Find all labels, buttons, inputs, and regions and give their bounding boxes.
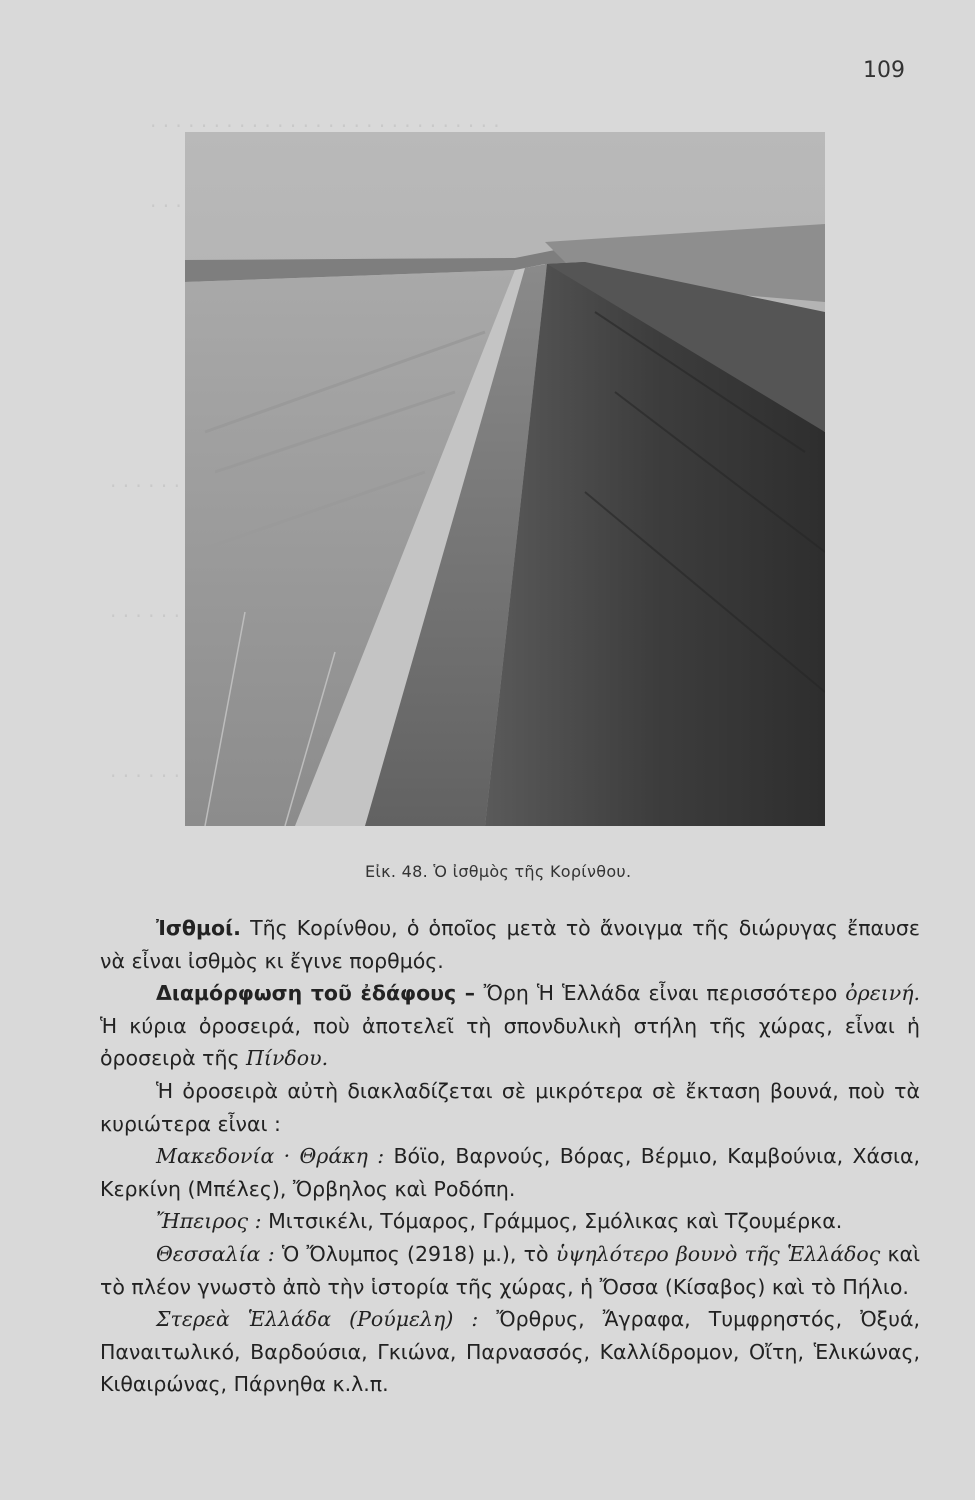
- region-sterea: Στερεὰ Ἑλλάδα (Ρούμελη) :: [156, 1307, 479, 1332]
- text-thessalia-2: καὶ τὸ πλέον γνωστὸ ἀπὸ τὴν ἱστορία τῆς χώρας, ἡ Ὄσσα (Κίσαβος) καὶ τὸ Πήλιο.: [100, 1241, 921, 1299]
- italic-pindou: Πίνδου.: [246, 1046, 329, 1071]
- text-sterea: Ὄρθρυς, Ἄγραφα, Τυμφρηστός, Ὀξυά, Παναιτωλικό, Βαρδούσια, Γκιώνα, Παρνασσός, Καλλίδρομον, Οἴτη, Ἑλικώνας, Κιθαιρώνας, Πάρνηθα κ.λ.π.: [100, 1307, 921, 1397]
- heading-diamorfosi: Διαμόρφωση τοῦ ἐδάφους –: [156, 981, 484, 1006]
- italic-ypsilotero: ὑψηλότερο βουνὸ τῆς Ἑλλάδος: [555, 1241, 881, 1266]
- page-number: 109: [863, 58, 905, 83]
- bleed-through-text: · · · · · · · · · · · · · · · · · · · · · · · · · · · · · · · · · · · · · · · · · · · · · · · · ·: [110, 114, 500, 788]
- paragraph-thessalia: [100, 1238, 920, 1303]
- text-ipiros: Μιτσικέλι, Τόμαρος, Γράμμος, Σμόλικας καὶ Τζουμέρκα.: [261, 1209, 843, 1234]
- paragraph-isthmoi: [100, 912, 920, 977]
- text-diamorfosi-1: Ὄρη Ἡ Ἑλλάδα εἶναι περισσότερο: [483, 981, 846, 1006]
- text-isthmoi: Τῆς Κορίνθου, ὁ ὁποῖος μετὰ τὸ ἄνοιγμα τῆς διώρυγας ἔπαυσε νὰ εἶναι ἰσθμὸς κι ἔγινε πορθμός.: [100, 916, 920, 973]
- figure-caption: Εἰκ. 48. Ὁ ἰσθμὸς τῆς Κορίνθου.: [365, 862, 632, 881]
- text-diamorfosi-2: Ἡ κύρια ὀροσειρά, ποὺ ἀποτελεῖ τὴ σπονδυλικὴ στήλη τῆς χώρας, εἶναι ἡ ὀροσειρὰ τῆς: [100, 1013, 920, 1071]
- region-makedonia: Μακεδονία · Θράκη :: [156, 1144, 385, 1169]
- body-text: [100, 912, 920, 1401]
- paragraph-diamorfosi: [100, 977, 920, 1075]
- isthmus-photo: [185, 132, 825, 826]
- text-makedonia: Βόϊο, Βαρνούς, Βόρας, Βέρμιο, Καμβούνια, Χάσια, Κερκίνη (Μπέλες), Ὄρβηλος καὶ Ροδόπη.: [100, 1144, 920, 1201]
- region-thessalia: Θεσσαλία :: [156, 1241, 275, 1266]
- paragraph-orosira: Ἡ ὀροσειρὰ αὐτὴ διακλαδίζεται σὲ μικρότερα σὲ ἔκταση βουνά, ποὺ τὰ κυριώτερα εἶναι :: [100, 1078, 920, 1136]
- text-thessalia-1: Ὁ Ὄλυμπος (2918) μ.), τὸ: [274, 1241, 556, 1266]
- paragraph-sterea: [100, 1303, 920, 1401]
- heading-isthmoi: Ἰσθμοί.: [156, 916, 241, 940]
- paragraph-ipiros: [100, 1205, 920, 1238]
- region-ipiros: Ἤπειρος :: [156, 1209, 262, 1234]
- italic-oreini: ὀρεινή.: [845, 981, 920, 1006]
- paragraph-makedonia: [100, 1140, 920, 1205]
